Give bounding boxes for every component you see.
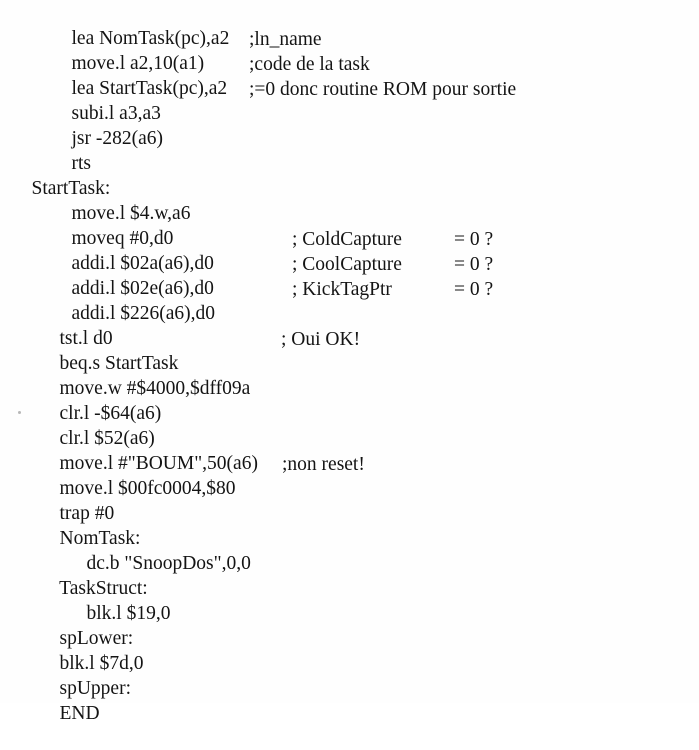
code-line bbox=[40, 303, 113, 349]
code-comment: ; CoolCapture bbox=[292, 254, 402, 275]
code-comment: ; ColdCapture bbox=[292, 229, 402, 250]
label-text: spLower: bbox=[59, 628, 134, 649]
code-line bbox=[52, 103, 164, 149]
code-comment: ;ln_name bbox=[249, 29, 322, 50]
code-comment: ; Oui OK! bbox=[281, 329, 361, 350]
code-instruction: moveq #0,d0 bbox=[71, 228, 174, 249]
code-instruction: jsr -282(a6) bbox=[71, 128, 164, 149]
code-instruction: move.l $00fc0004,$80 bbox=[59, 478, 236, 499]
code-instruction: END bbox=[59, 703, 100, 724]
scan-speck bbox=[18, 411, 21, 414]
code-line bbox=[40, 678, 100, 724]
code-line bbox=[40, 453, 365, 499]
code-comment: ;code de la task bbox=[249, 54, 370, 75]
code-instruction: lea StartTask(pc),a2 bbox=[71, 78, 228, 99]
code-instruction: addi.l $02e(a6),d0 bbox=[71, 278, 214, 299]
code-instruction: move.w #$4000,$dff09a bbox=[59, 378, 251, 399]
code-instruction: tst.l d0 bbox=[59, 328, 113, 349]
code-line bbox=[67, 578, 171, 624]
code-label bbox=[40, 653, 131, 699]
code-line bbox=[52, 278, 494, 324]
code-comment: ;=0 donc routine ROM pour sortie bbox=[249, 79, 517, 100]
code-label bbox=[40, 603, 134, 649]
code-instruction: addi.l $226(a6),d0 bbox=[71, 303, 216, 324]
code-comment: ;non reset! bbox=[282, 454, 365, 475]
code-line bbox=[52, 203, 174, 249]
code-line bbox=[52, 3, 230, 49]
code-line bbox=[40, 378, 162, 424]
code-line bbox=[40, 353, 251, 399]
code-instruction: dc.b "SnoopDos",0,0 bbox=[86, 553, 251, 574]
code-line bbox=[40, 478, 115, 524]
code-line bbox=[40, 428, 258, 474]
code-label bbox=[40, 553, 148, 599]
code-label bbox=[12, 153, 111, 199]
code-line bbox=[52, 128, 91, 174]
code-check: = 0 ? bbox=[454, 229, 494, 250]
code-instruction: blk.l $19,0 bbox=[86, 603, 171, 624]
code-check: = 0 ? bbox=[454, 279, 494, 300]
code-instruction: blk.l $7d,0 bbox=[59, 653, 144, 674]
code-line bbox=[40, 628, 144, 674]
label-text: StartTask: bbox=[31, 178, 111, 199]
code-line bbox=[52, 53, 370, 99]
code-check: = 0 ? bbox=[454, 254, 494, 275]
code-instruction: trap #0 bbox=[59, 503, 115, 524]
code-line bbox=[52, 178, 191, 224]
label-text: spUpper: bbox=[59, 678, 131, 699]
label-text: NomTask: bbox=[59, 528, 141, 549]
code-instruction: move.l #"BOUM",50(a6) bbox=[59, 453, 258, 474]
label-text: TaskStruct: bbox=[59, 578, 148, 599]
code-comment: ; KickTagPtr bbox=[292, 279, 392, 300]
code-instruction: move.l a2,10(a1) bbox=[71, 53, 205, 74]
code-instruction: addi.l $02a(a6),d0 bbox=[71, 253, 214, 274]
code-instruction: subi.l a3,a3 bbox=[71, 103, 161, 124]
code-instruction: clr.l $52(a6) bbox=[59, 428, 155, 449]
code-instruction: beq.s StartTask bbox=[59, 353, 179, 374]
code-instruction: move.l $4.w,a6 bbox=[71, 203, 191, 224]
code-line bbox=[67, 528, 251, 574]
code-line bbox=[52, 78, 517, 124]
code-line bbox=[40, 403, 155, 449]
code-line bbox=[40, 328, 361, 374]
code-instruction: lea NomTask(pc),a2 bbox=[71, 28, 230, 49]
code-instruction: rts bbox=[71, 153, 91, 174]
code-instruction: clr.l -$64(a6) bbox=[59, 403, 162, 424]
code-label bbox=[40, 503, 141, 549]
